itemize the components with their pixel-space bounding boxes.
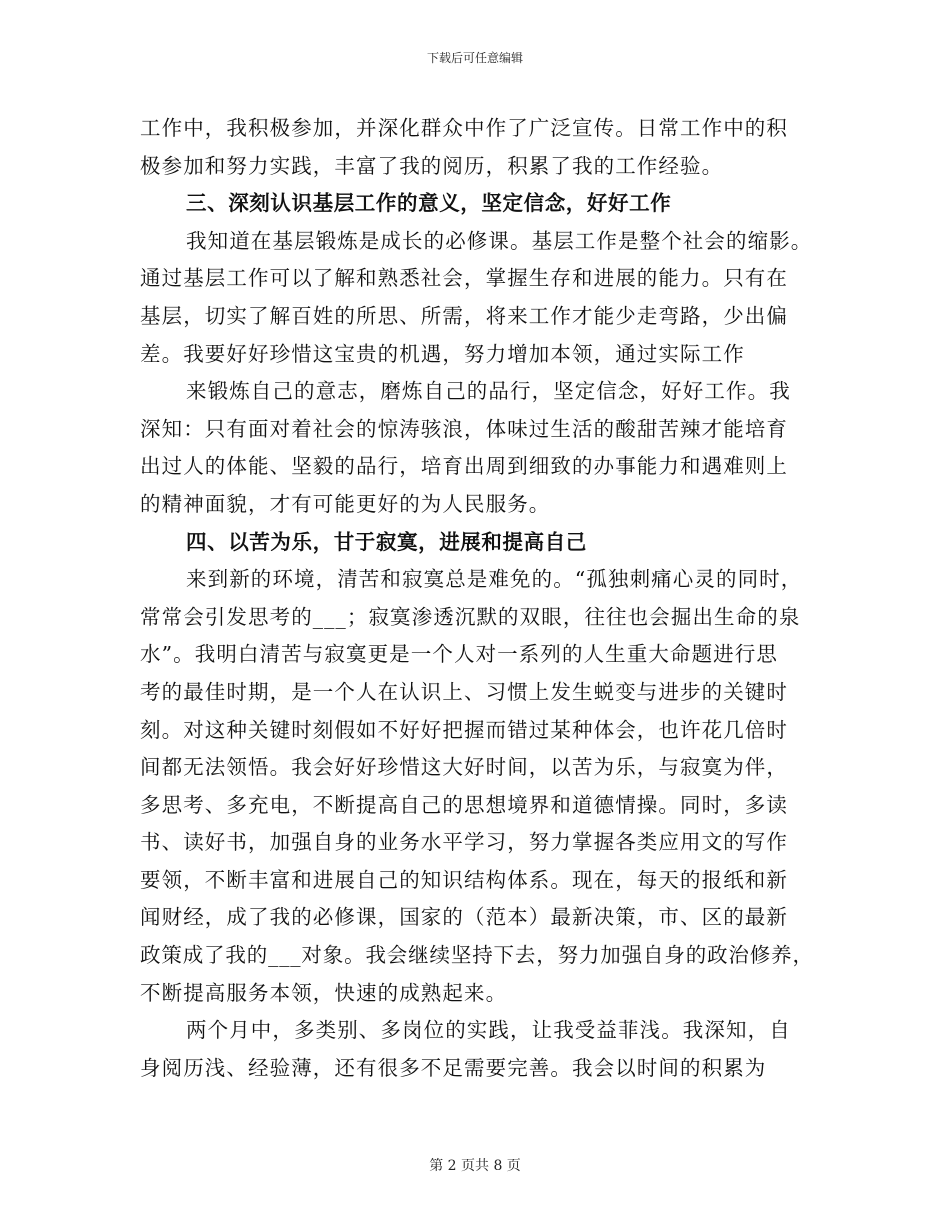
body-line: 不断提高服务本领，快速的成熟起来。 xyxy=(140,980,508,1005)
body-line: 的精神面貌，才有可能更好的为人民服务。 xyxy=(140,491,551,516)
body-line: 闻财经，成了我的必修课，国家的（范本）最新决策，市、区的最新 xyxy=(140,905,788,930)
body-line: 常常会引发思考的___；寂寞渗透沉默的双眼，往往也会掘出生命的泉 xyxy=(140,604,801,629)
body-line: 出过人的体能、坚毅的品行，培育出周到细致的办事能力和遇难则上 xyxy=(140,454,788,479)
paragraph-start-line: 来到新的环境，清苦和寂寞总是难免的。“孤独刺痛心灵的同时， xyxy=(186,567,803,592)
body-line: 极参加和努力实践，丰富了我的阅历，积累了我的工作经验。 xyxy=(140,153,724,178)
paragraph-start-line: 我知道在基层锻炼是成长的必修课。基层工作是整个社会的缩影。 xyxy=(186,228,813,253)
body-line: 深知：只有面对着社会的惊涛骇浪，体味过生活的酸甜苦辣才能培育 xyxy=(140,416,788,441)
paragraph-start-line: 来锻炼自己的意志，磨炼自己的品行，坚定信念，好好工作。我 xyxy=(186,379,791,404)
body-line: 通过基层工作可以了解和熟悉社会，掌握生存和进展的能力。只有在 xyxy=(140,266,788,291)
page-footer: 第 2 页共 8 页 xyxy=(429,1158,521,1174)
section-heading: 四、以苦为乐，甘于寂寞，进展和提高自己 xyxy=(186,529,587,554)
body-line: 差。我要好好珍惜这宝贵的机遇，努力增加本领，通过实际工作 xyxy=(140,341,745,366)
body-line: 工作中，我积极参加，并深化群众中作了广泛宣传。日常工作中的积 xyxy=(140,116,788,140)
body-line: 基层，切实了解百姓的所思、所需，将来工作才能少走弯路，少出偏 xyxy=(140,303,788,328)
body-line: 考的最佳时期，是一个人在认识上、习惯上发生蜕变与进步的关键时 xyxy=(140,679,788,704)
document-body xyxy=(140,110,820,1087)
body-line: 身阅历浅、经验薄，还有很多不足需要完善。我会以时间的积累为 xyxy=(140,1055,767,1080)
section-heading: 三、深刻认识基层工作的意义，坚定信念，好好工作 xyxy=(186,191,672,216)
paragraph-start-line: 两个月中，多类别、多岗位的实践，让我受益菲浅。我深知，自 xyxy=(186,1018,791,1043)
body-line: 水”。我明白清苦与寂寞更是一个人对一系列的人生重大命题进行思 xyxy=(140,642,778,667)
body-line: 要领，不断丰富和进展自己的知识结构体系。现在，每天的报纸和新 xyxy=(140,867,788,892)
page-header: 下载后可任意编辑 xyxy=(426,51,523,65)
body-line: 政策成了我的___对象。我会继续坚持下去，努力加强自身的政治修养， xyxy=(140,943,814,968)
body-line: 多思考、多充电，不断提高自己的思想境界和道德情操。同时，多读 xyxy=(140,792,788,817)
body-line: 刻。对这种关键时刻假如不好好把握而错过某种体会，也许花几倍时 xyxy=(140,717,788,742)
body-line: 间都无法领悟。我会好好珍惜这大好时间，以苦为乐，与寂寞为伴， xyxy=(140,755,788,780)
body-line: 书、读好书，加强自身的业务水平学习，努力掌握各类应用文的写作 xyxy=(140,830,788,855)
